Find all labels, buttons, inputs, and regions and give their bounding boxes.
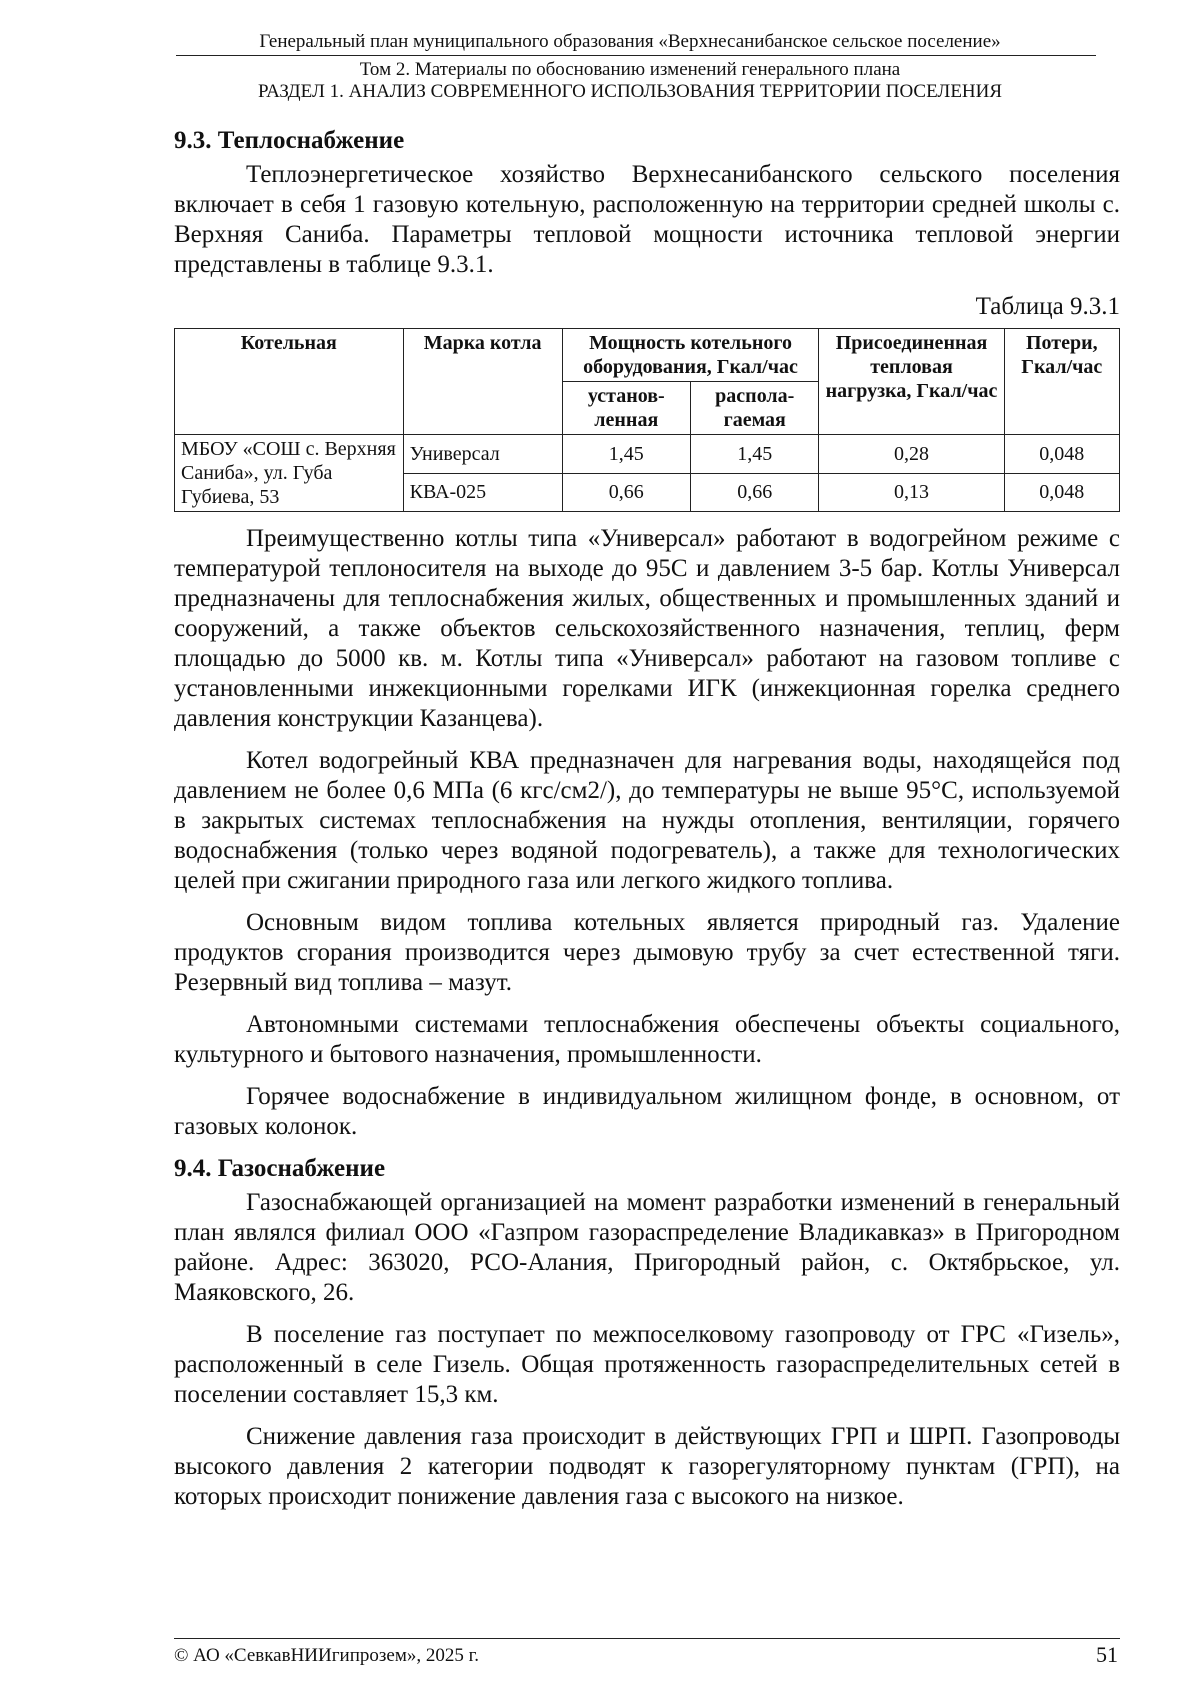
footer-divider bbox=[174, 1638, 1120, 1639]
header-capacity: Мощность котельного оборудования, Гкал/час bbox=[562, 329, 819, 382]
footer-copyright: © АО «СевкавНИИгипрозем», 2025 г. bbox=[174, 1645, 479, 1666]
paragraph: Автономными системами теплоснабжения обеспечены объекты социального, культурного и бытового назначения, промышленности. bbox=[174, 1011, 1120, 1068]
cell-loss: 0,048 bbox=[1004, 473, 1119, 512]
cell-load: 0,28 bbox=[819, 435, 1004, 474]
boiler-table bbox=[174, 328, 1120, 512]
header-brand: Марка котла bbox=[403, 329, 562, 435]
paragraph: Горячее водоснабжение в индивидуальном жилищном фонде, в основном, от газовых колонок. bbox=[174, 1083, 1120, 1140]
cell-installed: 1,45 bbox=[562, 435, 690, 474]
paragraph: В поселение газ поступает по межпоселковому газопроводу от ГРС «Гизель», расположенный в селе Гизель. Общая протяженность газораспределительных сетей в поселении составляет 15,3 км. bbox=[174, 1321, 1120, 1408]
cell-load: 0,13 bbox=[819, 473, 1004, 512]
header-volume: Том 2. Материалы по обоснованию изменений генерального плана bbox=[359, 59, 901, 80]
section-heading-gas: 9.4. Газоснабжение bbox=[174, 1155, 386, 1182]
table-row bbox=[175, 435, 1120, 474]
section-heading-heat: 9.3. Теплоснабжение bbox=[174, 127, 405, 154]
paragraph: Котел водогрейный КВА предназначен для нагревания воды, находящейся под давлением не более 0,6 МПа (6 кгс/см2/), до температуры не выше 95°С, используемой в закрытых системах теплоснабжения на нужды отопления, вентиляции, горячего водоснабжения (только через водяной подогреватель), а также для технологических целей при сжигании природного газа или легкого жидкого топлива. bbox=[174, 747, 1120, 894]
header-boiler: Котельная bbox=[175, 329, 404, 435]
header-divider bbox=[176, 55, 1096, 56]
header-loss: Потери, Гкал/час bbox=[1004, 329, 1119, 435]
paragraph: Основным видом топлива котельных является природный газ. Удаление продуктов сгорания производится через дымовую трубу за счет естественной тяги. Резервный вид топлива – мазут. bbox=[174, 909, 1120, 996]
cell-brand: КВА-025 bbox=[403, 473, 562, 512]
cell-installed: 0,66 bbox=[562, 473, 690, 512]
page-number: 51 bbox=[1096, 1642, 1118, 1667]
paragraph: Преимущественно котлы типа «Универсал» работают в водогрейном режиме с температурой теплоносителя на выходе до 95С и давлением 3-5 бар. Котлы Универсал предназначены для теплоснабжения жилых, общественных и промышленных зданий и сооружений, а также объектов сельскохозяйственного назначения, теплиц, ферм площадью до 5000 кв. м. Котлы типа «Универсал» работают на газовом топливе с установленными инжекционными горелками ИГК (инжекционная горелка среднего давления конструкции Казанцева). bbox=[174, 525, 1120, 732]
paragraph: Теплоэнергетическое хозяйство Верхнесанибанского сельского поселения включает в себя 1 газовую котельную, расположенную на территории средней школы с. Верхняя Саниба. Параметры тепловой мощности источника тепловой энергии представлены в таблице 9.3.1. bbox=[174, 161, 1120, 278]
cell-boiler-name: МБОУ «СОШ с. Верхняя Саниба», ул. Губа Губиева, 53 bbox=[175, 435, 404, 512]
paragraph: Снижение давления газа происходит в действующих ГРП и ШРП. Газопроводы высокого давления 2 категории подводят к газорегуляторному пунктам (ГРП), на которых происходит понижение давления газа с высокого на низкое. bbox=[174, 1423, 1120, 1510]
table-caption: Таблица 9.3.1 bbox=[975, 293, 1120, 320]
paragraph: Газоснабжающей организацией на момент разработки изменений в генеральный план являлся филиал ООО «Газпром газораспределение Владикавказ» в Пригородном районе. Адрес: 363020, РСО-Алания, Пригородный район, с. Октябрьское, ул. Маяковского, 26. bbox=[174, 1189, 1120, 1306]
cell-loss: 0,048 bbox=[1004, 435, 1119, 474]
header-available: распола-гаемая bbox=[691, 382, 819, 435]
header-load: Присоединенная тепловая нагрузка, Гкал/час bbox=[819, 329, 1004, 435]
cell-brand: Универсал bbox=[403, 435, 562, 474]
header-section: РАЗДЕЛ 1. АНАЛИЗ СОВРЕМЕННОГО ИСПОЛЬЗОВАНИЯ ТЕРРИТОРИИ ПОСЕЛЕНИЯ bbox=[257, 81, 1003, 102]
header-title: Генеральный план муниципального образования «Верхнесанибанское сельское поселение» bbox=[259, 31, 1001, 52]
main-content bbox=[174, 126, 1120, 1512]
header-installed: установ-ленная bbox=[562, 382, 690, 435]
cell-available: 0,66 bbox=[691, 473, 819, 512]
cell-available: 1,45 bbox=[691, 435, 819, 474]
